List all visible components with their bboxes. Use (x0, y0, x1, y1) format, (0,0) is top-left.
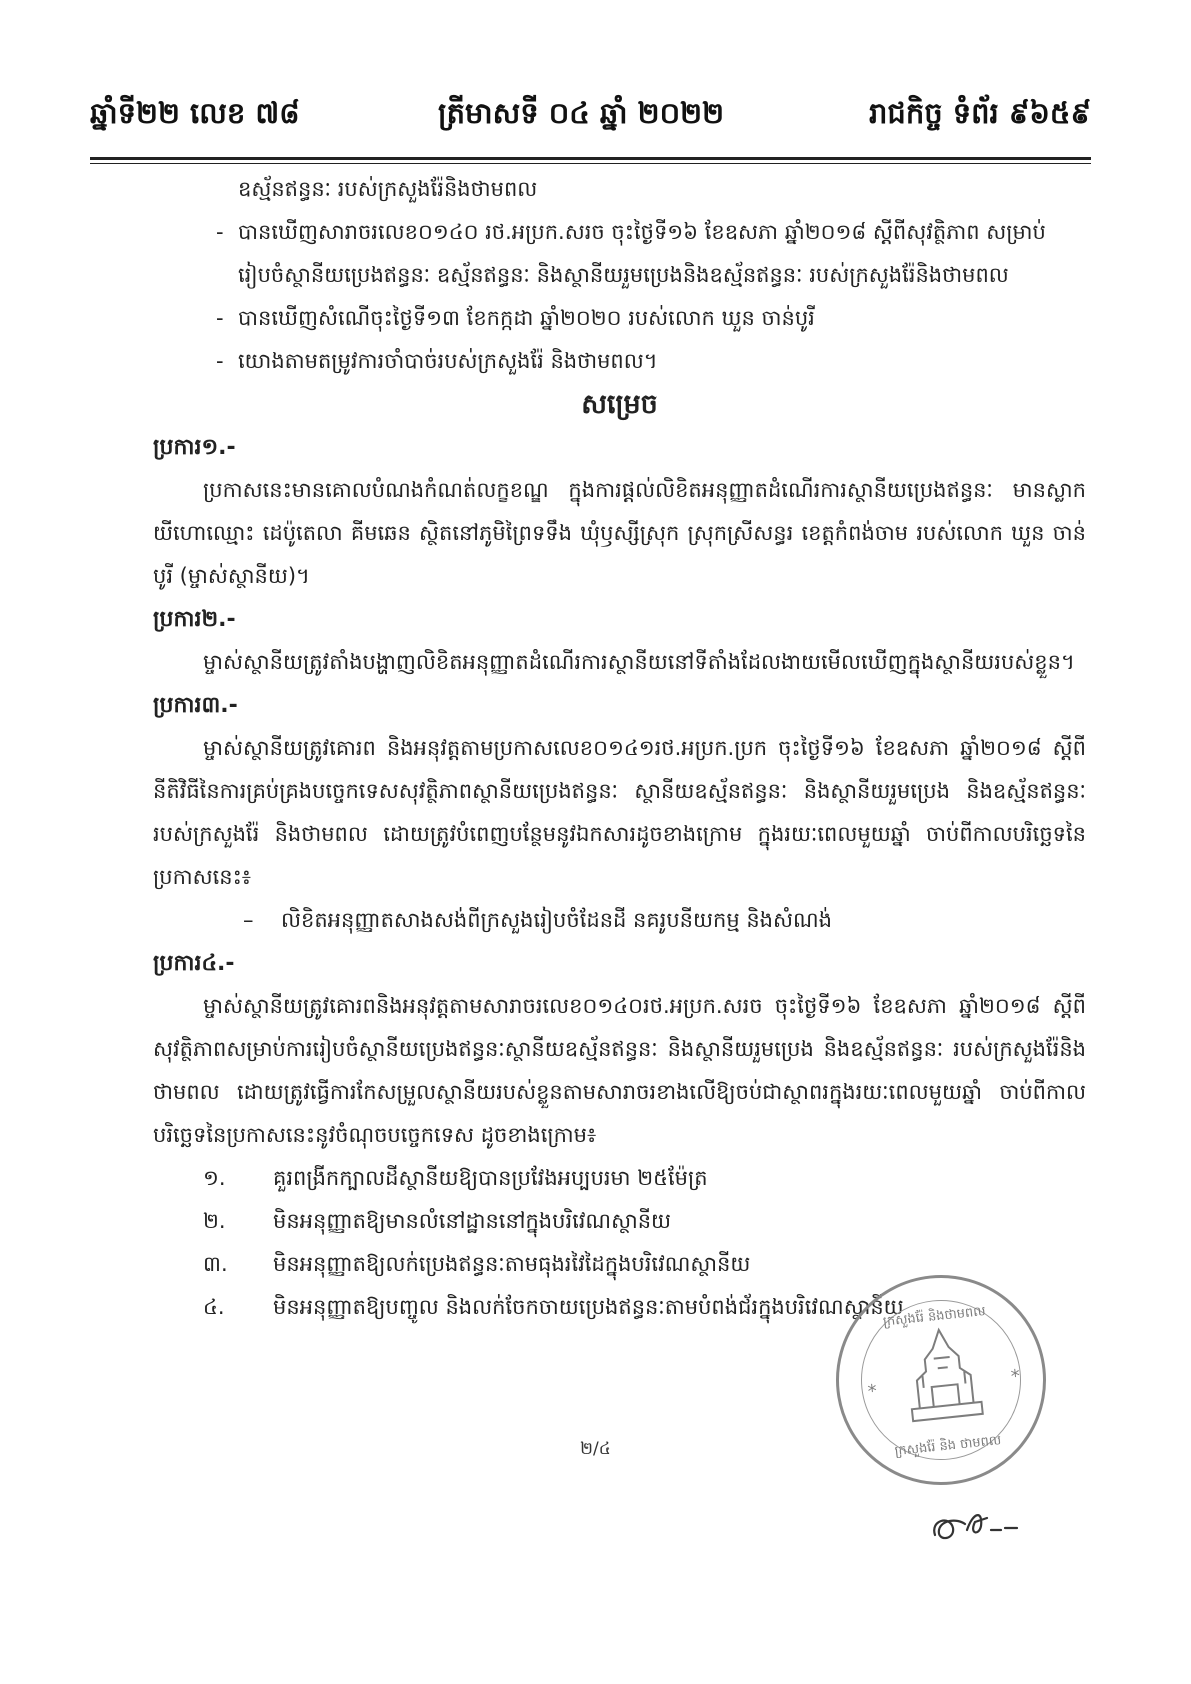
seal-top-text: ក្រសួងរ៉ែ និងថាមពល (882, 1304, 987, 1330)
preliminary-bullet: - បានឃើញសំណើចុះថ្ងៃទី១៣ ខែកក្កដា ឆ្នាំ២០២០ របស់លោក ឃួន ចាន់បូរី (216, 306, 815, 330)
article-4-item: ៤. មិនអនុញ្ញាតឱ្យបញ្ចូល និងលក់ចែកចាយប្រេងឥន្ធនៈតាមបំពង់ជ័រក្នុងបរិវេណស្ថានីយ (203, 1295, 904, 1319)
article-4-heading: ប្រការ៤.- (153, 951, 235, 976)
header-gazette-page: រាជកិច្ច ទំព័រ ៩៦៥៩ (869, 96, 1091, 130)
page-number: ២/៤ (580, 1439, 611, 1459)
document-body (153, 168, 1086, 1329)
decision-title: សម្រេច (581, 389, 658, 420)
preliminary-bullet: - យោងតាមតម្រូវការចាំបាច់របស់ក្រសួងរ៉ែ និងថាមពល។ (216, 349, 658, 373)
svg-text:*: * (866, 1380, 878, 1403)
signature-icon (925, 1490, 1045, 1560)
article-4-item: ១. គួរពង្រីកក្បាលដីស្ថានីយឱ្យបានប្រវែងអប្បបរមា ២៥ម៉ែត្រ (203, 1166, 708, 1190)
article-2-text: ម្ចាស់ស្ថានីយត្រូវតាំងបង្ហាញលិខិតអនុញ្ញាតដំណើរការស្ថានីយនៅទីតាំងដែលងាយមើលឃើញក្នុងស្ថានីយរបស់ខ្លួន។ (203, 650, 1075, 674)
header-rule (90, 157, 1091, 164)
page-header (90, 88, 1091, 148)
article-2-heading: ប្រការ២.- (153, 607, 236, 632)
article-4-item: ៣. មិនអនុញ្ញាតឱ្យលក់ប្រេងឥន្ធនៈតាមធុងរវៃដៃក្នុងបរិវេណស្ថានីយ (203, 1252, 751, 1276)
preliminary-bullet: - បានឃើញសារាចរលេខ០១៤០ រថ.អប្រក.សរច ចុះថ្ងៃទី១៦ ខែឧសភា ឆ្នាំ២០១៨ ស្ដីពីសុវត្ថិភាព សម្រាប់រៀបចំស្ថានីយប្រេងឥន្ធនៈ ឧស្ម័នឥន្ធនៈ និងស្ថានីយរួមប្រេងនិងឧស្ម័នឥន្ធនៈ របស់ក្រសួងរ៉ែនិងថាមពល (216, 220, 1046, 287)
article-4-item: ២. មិនអនុញ្ញាតឱ្យមានលំនៅដ្ឋាននៅក្នុងបរិវេណស្ថានីយ (203, 1209, 672, 1233)
article-4-text: ម្ចាស់ស្ថានីយត្រូវគោរពនិងអនុវត្តតាមសារាចរលេខ០១៤០រថ.អប្រក.សរច ចុះថ្ងៃទី១៦ ខែឧសភា ឆ្នាំ២០១៨ ស្ដីពីសុវត្ថិភាពសម្រាប់ការរៀបចំស្ថានីយប្រេងឥន្ធនៈស្ថានីយឧស្ម័នឥន្ធនៈ និងស្ថានីយរួមប្រេង និងឧស្ម័នឥន្ធនៈ របស់ក្រសួងរ៉ែនិងថាមពល ដោយត្រូវធ្វើការកែសម្រួលស្ថានីយរបស់ខ្លួនតាមសារាចរខាងលើឱ្យចប់ជាស្ថាពរក្នុងរយៈពេលមួយឆ្នាំ ចាប់ពីកាលបរិច្ឆេទនៃប្រកាសនេះនូវចំណុចបច្ចេកទេស ដូចខាងក្រោម៖ (153, 994, 1086, 1147)
article-1-text: ប្រកាសនេះមានគោលបំណងកំណត់លក្ខខណ្ឌ ក្នុងការផ្ដល់លិខិតអនុញ្ញាតដំណើរការស្ថានីយប្រេងឥន្ធនៈ មានស្លាកយីហោឈ្មោះ ដេប៉ូតេលា គីមឆេន ស្ថិតនៅភូមិព្រៃទទឹង ឃុំឫស្សីស្រុក ស្រុកស្រីសន្ធរ ខេត្តកំពង់ចាម របស់លោក ឃួន ចាន់បូរី (ម្ចាស់ស្ថានីយ)។ (153, 478, 1086, 588)
header-issue: ឆ្នាំទី២២ លេខ ៧៨ (90, 96, 300, 130)
svg-text:*: * (1009, 1365, 1022, 1388)
seal-bottom-text: ក្រសួងរ៉ែ និង ថាមពល (893, 1433, 1002, 1460)
article-3-subitem: – លិខិតអនុញ្ញាតសាងសង់ពីក្រសួងរៀបចំដែនដី នគរូបនីយកម្ម និងសំណង់ (243, 908, 832, 932)
article-1-heading: ប្រការ១.- (153, 435, 236, 460)
article-3-heading: ប្រការ៣.- (153, 693, 238, 718)
ministry-seal-icon (826, 1265, 1057, 1496)
preliminary-continuation: ឧស្ម័នឥន្ធនៈ របស់ក្រសួងរ៉ែនិងថាមពល (238, 177, 538, 201)
article-3-text: ម្ចាស់ស្ថានីយត្រូវគោរព និងអនុវត្តតាមប្រកាសលេខ០១៤១រថ.អប្រក.ប្រក ចុះថ្ងៃទី១៦ ខែឧសភា ឆ្នាំ២០១៨ ស្ដីពីនីតិវិធីនៃការគ្រប់គ្រងបច្ចេកទេសសុវត្ថិភាពស្ថានីយប្រេងឥន្ធនៈ ស្ថានីយឧស្ម័នឥន្ធនៈ និងស្ថានីយរួមប្រេង និងឧស្ម័នឥន្ធនៈរបស់ក្រសួងរ៉ែ និងថាមពល ដោយត្រូវបំពេញបន្ថែមនូវឯកសារដូចខាងក្រោម ក្នុងរយៈពេលមួយឆ្នាំ ចាប់ពីកាលបរិច្ឆេទនៃប្រកាសនេះ៖ (153, 736, 1086, 889)
header-quarter: ត្រីមាសទី ០៤ ឆ្នាំ ២០២២ (438, 96, 725, 130)
